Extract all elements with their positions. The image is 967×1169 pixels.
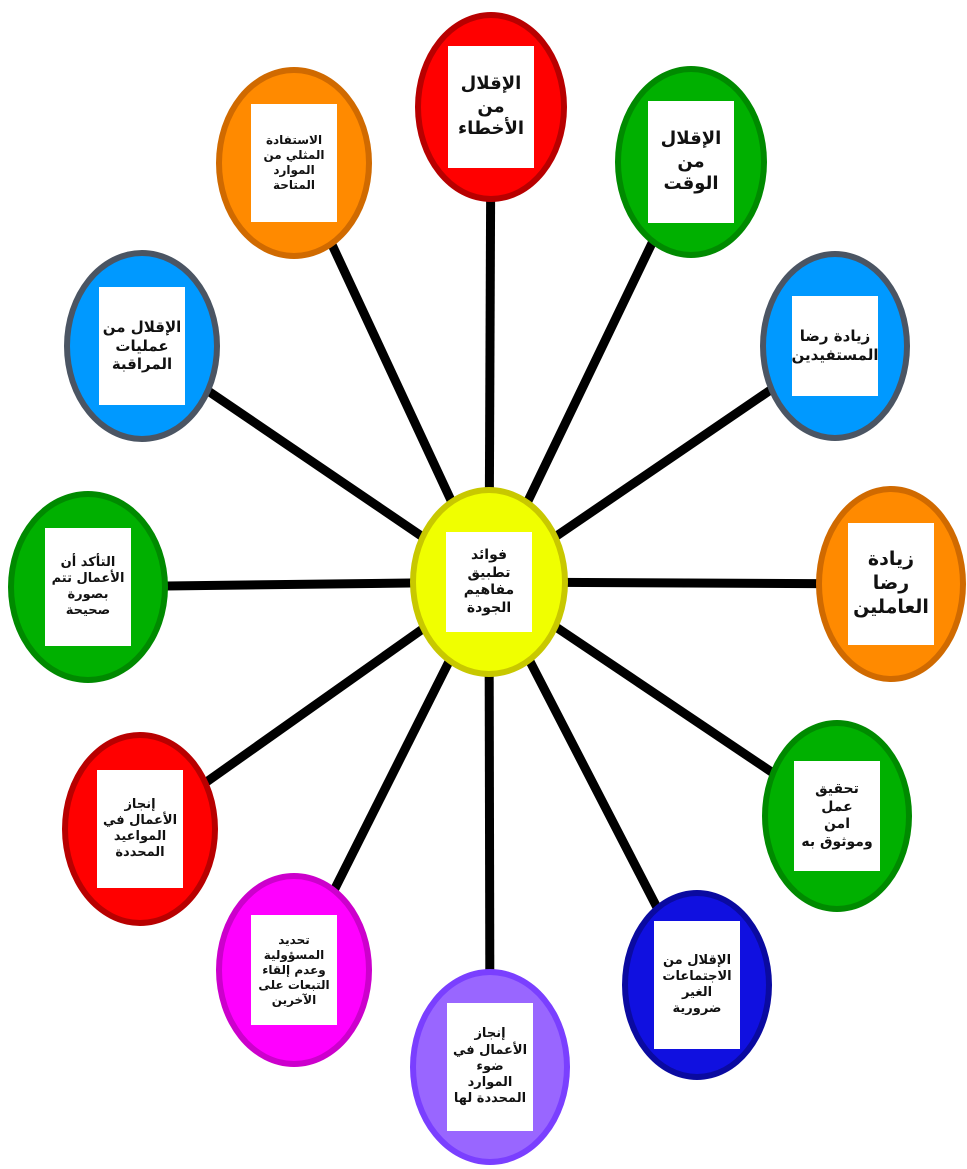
benefit-label-top: الإقلال من الأخطاء (448, 46, 534, 168)
benefit-label-bottom-left: تحديد المسؤولية وعدم إلقاء التبعات على الآخرين (251, 915, 337, 1025)
benefit-label-bottom-right: الإقلال من الاجتماعات الغير ضرورية (654, 921, 740, 1049)
benefit-label-left: التأكد أن الأعمال تتم بصورة صحيحة (45, 528, 131, 646)
benefit-label-top-right: الإقلال من الوقت (648, 101, 734, 223)
benefit-label-right-lower: تحقيق عمل امن وموثوق به (794, 761, 880, 871)
benefit-label-left-upper: الإقلال من عمليات المراقبة (99, 287, 185, 405)
benefit-label-top-left: الاستفادة المثلي من الموارد المتاحة (251, 104, 337, 222)
benefit-label-bottom: إنجاز الأعمال في ضوء الموارد المحددة لها (447, 1003, 533, 1131)
benefit-label-right-upper: زيادة رضا المستفيدين (792, 296, 878, 396)
benefit-label-right: زيادة رضا العاملين (848, 523, 934, 645)
center-node-label: فوائد تطبيق مفاهيم الجودة (446, 532, 532, 632)
benefit-label-left-lower: إنجاز الأعمال في المواعيد المحددة (97, 770, 183, 888)
